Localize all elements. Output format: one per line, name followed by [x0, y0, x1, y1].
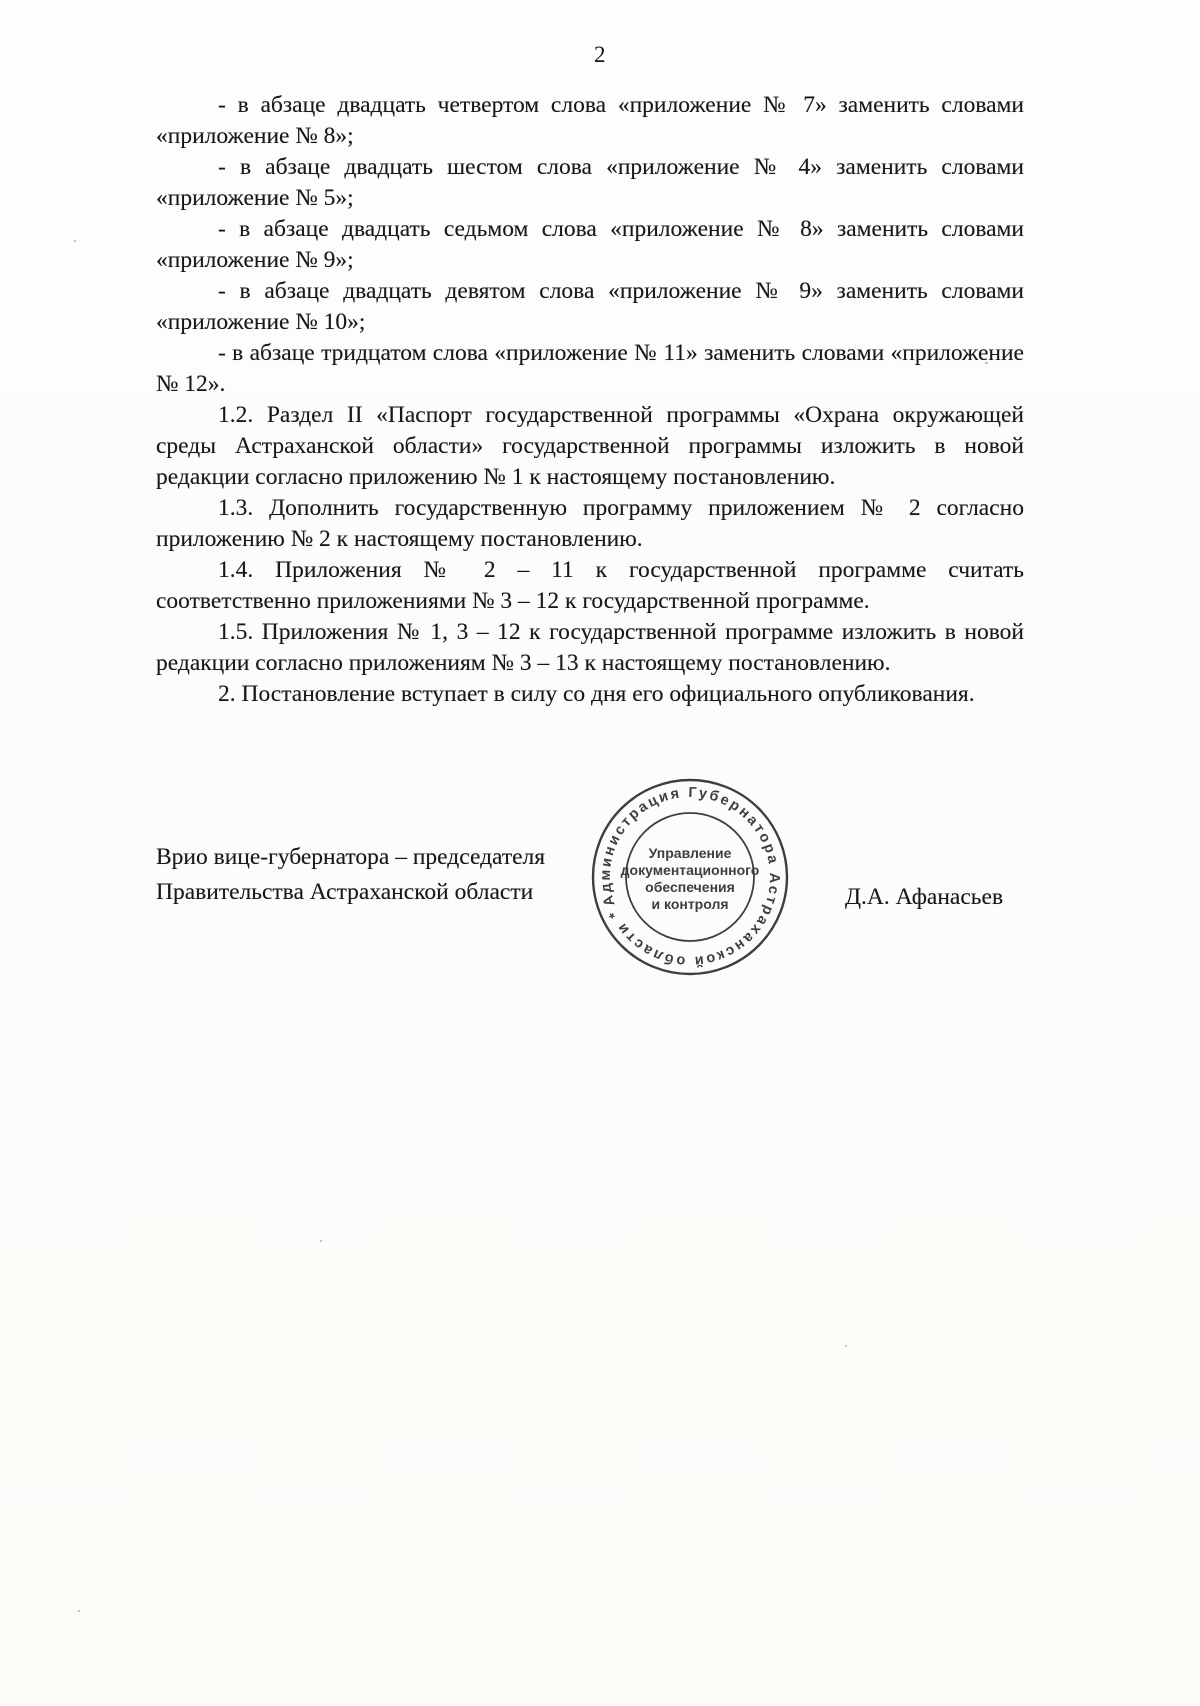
signature-name: Д.А. Афанасьев: [845, 884, 1004, 910]
scan-artifact: [845, 1345, 847, 1347]
scan-artifact: [78, 1610, 80, 1612]
body-paragraph: 2. Постановление вступает в силу со дня его официального опубликования.: [218, 681, 975, 707]
stamp-ring-text: Администрация Губернатора Астраханской области *: [597, 784, 783, 970]
stamp-center-line: документационного: [620, 862, 760, 878]
stamp-center-line: и контроля: [651, 896, 729, 912]
signature-position-line: Врио вице-губернатора – председателя: [156, 844, 546, 870]
body-paragraph: - в абзаце двадцать шестом слова «приложение № 4» заменить словами «приложение № 5»;: [156, 154, 1024, 211]
stamp-center-line: обеспечения: [645, 879, 735, 895]
official-stamp-icon: [588, 775, 792, 979]
body-paragraph: 1.5. Приложения № 1, 3 – 12 к государственной программе изложить в новой редакции согласно приложениям № 3 – 13 к настоящему постановлению.: [156, 619, 1024, 676]
signature-position: [156, 840, 626, 910]
body-paragraph: 1.4. Приложения № 2 – 11 к государственной программе считать соответственно приложениями № 3 – 12 к государственной программе.: [156, 557, 1024, 614]
signature-position-line: Правительства Астраханской области: [156, 879, 534, 905]
page-number: 2: [594, 42, 606, 67]
stamp-center-line: Управление: [648, 845, 732, 861]
scan-artifact: [320, 1240, 322, 1242]
document-body: [156, 90, 1024, 710]
body-paragraph: - в абзаце тридцатом слова «приложение № 11» заменить словами «приложение № 12».: [156, 340, 1024, 397]
body-paragraph: 1.3. Дополнить государственную программу приложением № 2 согласно приложению № 2 к настоящему постановлению.: [156, 495, 1024, 552]
body-paragraph: 1.2. Раздел II «Паспорт государственной программы «Охрана окружающей среды Астраханской области» государственной программы изложить в новой редакции согласно приложению № 1 к настоящему постановлению.: [156, 402, 1024, 490]
body-paragraph: - в абзаце двадцать седьмом слова «приложение № 8» заменить словами «приложение № 9»;: [156, 216, 1024, 273]
body-paragraph: - в абзаце двадцать четвертом слова «приложение № 7» заменить словами «приложение № 8»;: [156, 92, 1024, 149]
scan-artifact: [800, 290, 802, 293]
body-paragraph: - в абзаце двадцать девятом слова «приложение № 9» заменить словами «приложение № 10»;: [156, 278, 1024, 335]
scan-artifact: [74, 240, 76, 242]
scan-artifact: [985, 362, 988, 364]
